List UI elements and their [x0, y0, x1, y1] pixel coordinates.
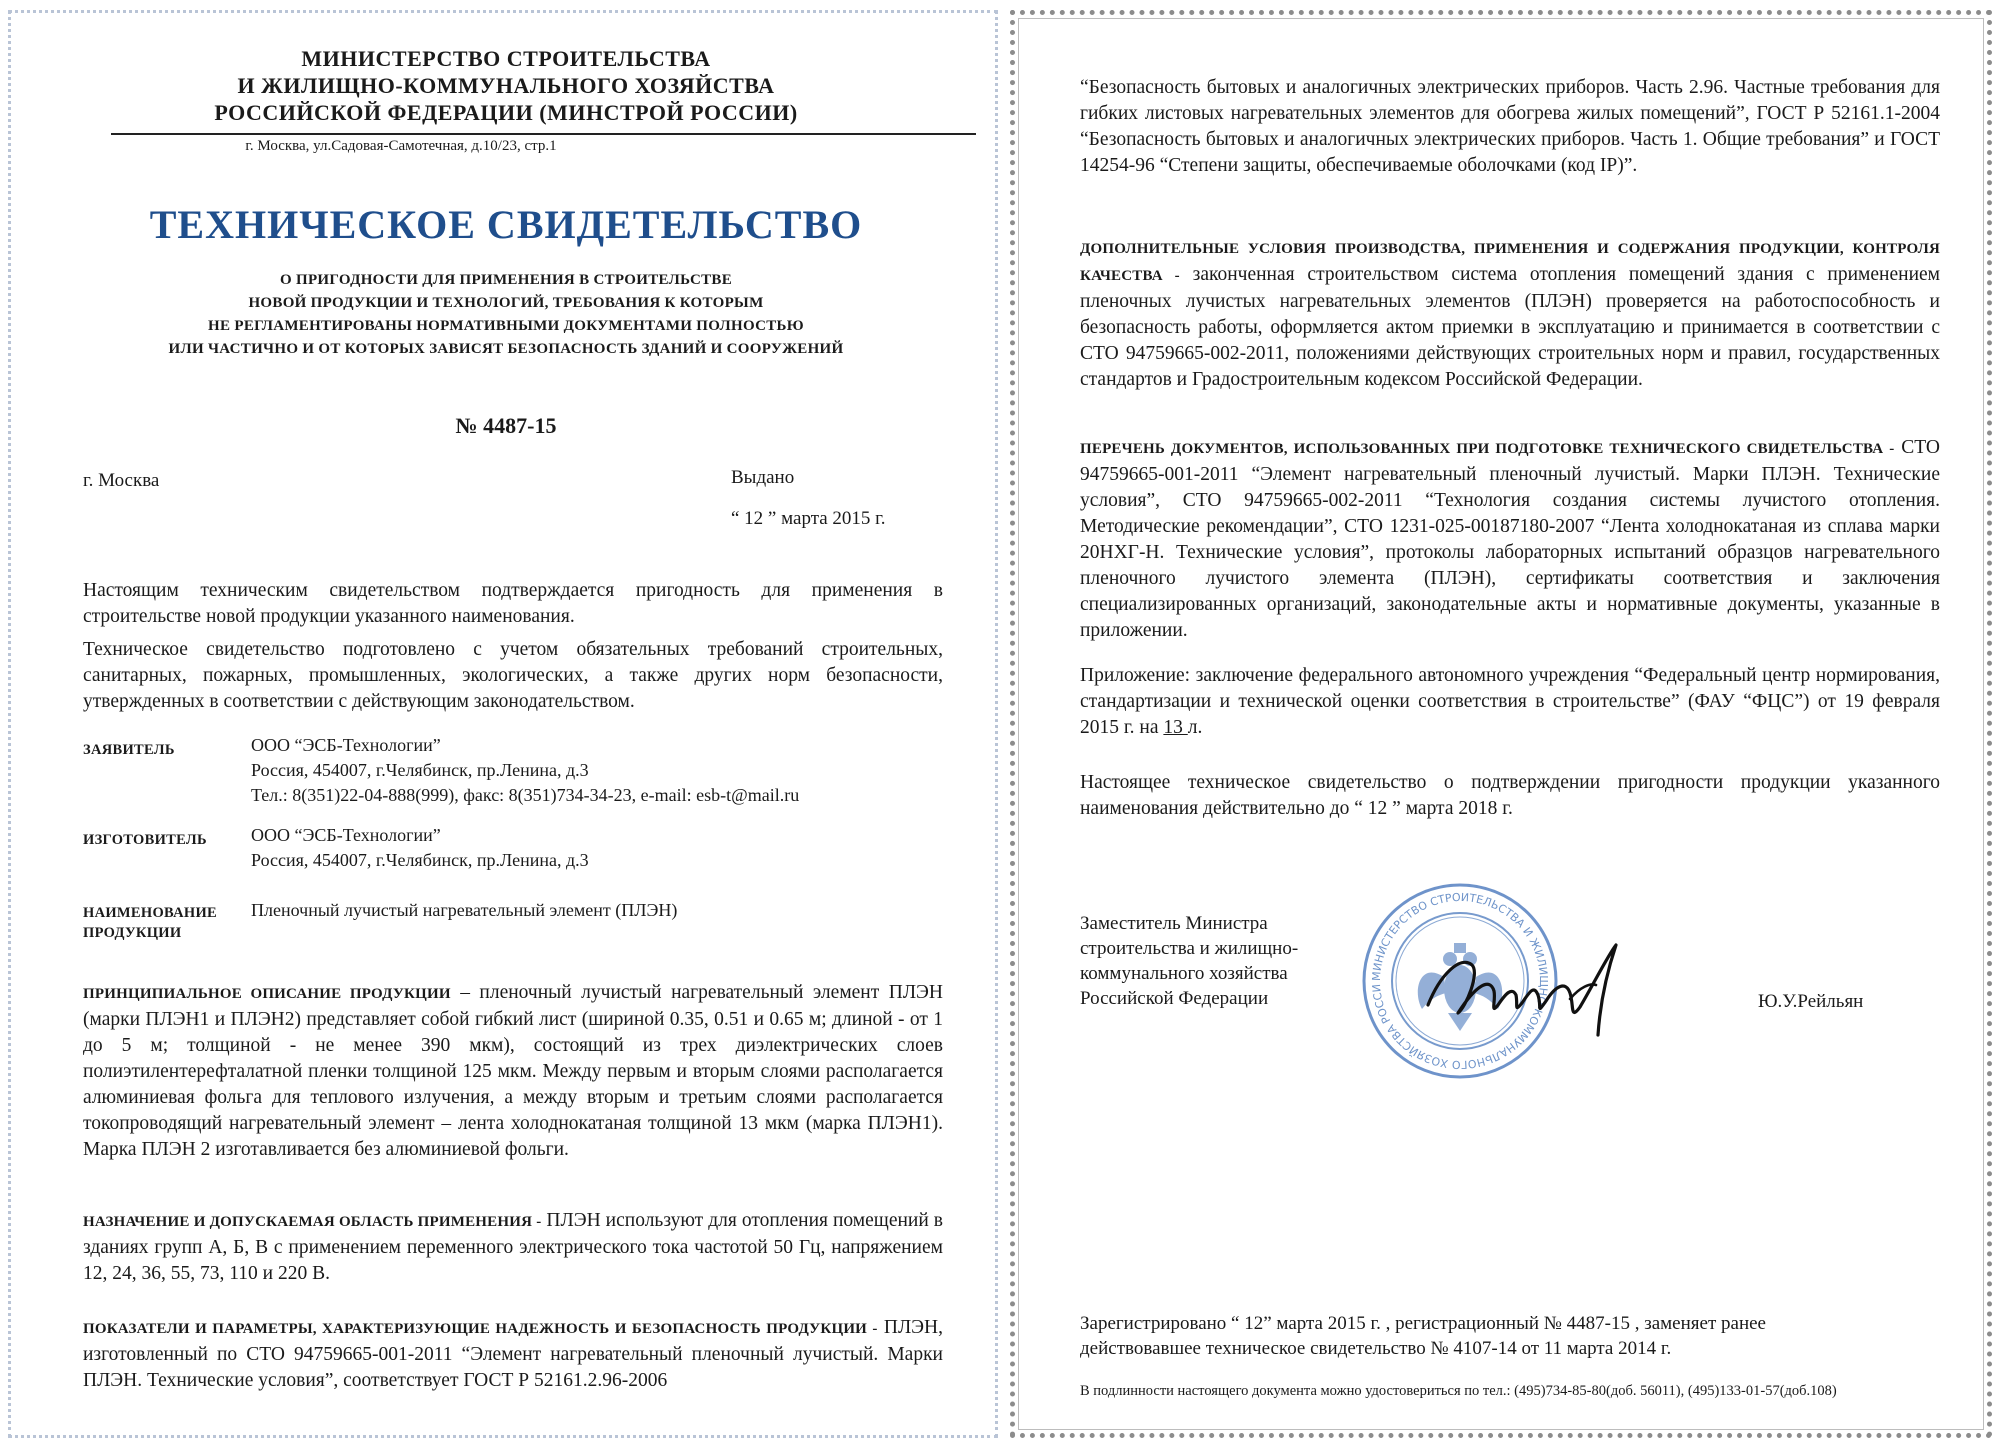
- applicant-contacts: Тел.: 8(351)22-04-888(999), факс: 8(351)734-34-23, e-mail: esb-t@mail.ru: [251, 785, 800, 805]
- description-text: – пленочный лучистый нагревательный элемент ПЛЭН (марки ПЛЭН1 и ПЛЭН2) представляет собой гибкий лист (шириной 0.35, 0.51 и 0.65 м; длиной - от 1 до 5 м; толщиной - не менее 390 мкм), состоящий из трех диэлектрических слоев полиэтилентерефталатной пленки толщиной 125 мкм. Между первым и вторым слоями располагается алюминиевая фольга для теплового излучения, а между вторым и третьим слоями располагается токопроводящий нагревательный элемент – лента холоднокатаная толщиной 13 мкм (марка ПЛЭН1). Марка ПЛЭН 2 изготавливается без алюминиевой фольги.: [83, 982, 943, 1160]
- document-subtitle: [11, 269, 1001, 361]
- issue-city: г. Москва: [83, 470, 160, 491]
- appendix-tail: л.: [1187, 717, 1203, 738]
- product-name: Пленочный лучистый нагревательный элемент (ПЛЭН): [251, 900, 678, 920]
- purpose-section: [83, 1208, 943, 1287]
- documents-text: СТО 94759665-001-2011 “Элемент нагревательный пленочный лучистый. Марки ПЛЭН. Технические условия”, СТО 94759665-002-2011 “Технология создания системы лучистого отопления. Методические рекомендации”, СТО 1231-025-00187180-2007 “Лента холоднокатаная из сплава марки 20НХГ-Н. Технические условия”, протоколы лабораторных испытаний образцов нагревательного пленочного лучистого элемента (ПЛЭН), сертификаты соответствия и заключения специализированных организаций, законодательные акты и нормативные документы, указанные в приложении.: [1080, 437, 1940, 641]
- manufacturer-name: ООО “ЭСБ-Технологии”: [251, 825, 441, 845]
- manufacturer-address: Россия, 454007, г.Челябинск, пр.Ленина, д.3: [251, 850, 589, 870]
- standards-continuation: “Безопасность бытовых и аналогичных электрических приборов. Часть 2.96. Частные требования для гибких листовых нагревательных элементов для обогрева жилых помещений”, ГОСТ Р 52161.1-2004 “Безопасность бытовых и аналогичных электрических приборов. Часть 1. Общие требования” и ГОСТ 14254-96 “Степени защиты, обеспечиваемые оболочками (код IP)”.: [1080, 77, 1940, 176]
- parameters-section: [83, 1315, 943, 1394]
- certificate-page-1: [8, 10, 998, 1438]
- appendix-text: Приложение: заключение федерального автономного учреждения “Федеральный центр нормирования, стандартизации и технической оценки соответствия в строительстве” (ФАУ “ФЦС”) от 19 февраля 2015 г. на: [1080, 665, 1940, 738]
- signer-title-line-1: Заместитель Министра: [1080, 913, 1268, 934]
- product-label-line-2: ПРОДУКЦИИ: [83, 925, 182, 941]
- parameters-heading: ПОКАЗАТЕЛИ И ПАРАМЕТРЫ, ХАРАКТЕРИЗУЮЩИЕ НАДЕЖНОСТЬ И БЕЗОПАСНОСТЬ ПРОДУКЦИИ -: [83, 1321, 878, 1337]
- subtitle-line-2: НОВОЙ ПРОДУКЦИИ И ТЕХНОЛОГИЙ, ТРЕБОВАНИЯ К КОТОРЫМ: [248, 295, 764, 311]
- ministry-line-2: И ЖИЛИЩНО-КОММУНАЛЬНОГО ХОЗЯЙСТВА: [237, 73, 775, 98]
- header-rule: [111, 133, 976, 135]
- verification-note: В подлинности настоящего документа можно удостовериться по тел.: (495)734-85-80(доб. 56011), (495)133-01-57(доб.108): [1080, 1383, 1837, 1399]
- extra-conditions-text: законченная строительством система отопления помещений здания с применением пленочных лучистых нагревательных элементов (ПЛЭН) проверяется на работоспособность и безопасность работы, оформляется актом приемки в эксплуатацию и принимается в соответствии с СТО 94759665-002-2011, положениями действующих строительных норм и правил, государственных стандартов и Градостроительным кодексом Российской Федерации.: [1080, 264, 1941, 390]
- purpose-text: ПЛЭН используют для отопления помещений в зданиях групп А, Б, В с применением переменного электрического тока частотой 50 Гц, напряжением 12, 24, 36, 55, 73, 110 и 220 В.: [83, 1210, 943, 1284]
- issued-date: “ 12 ” марта 2015 г.: [731, 508, 886, 529]
- certificate-number: № 4487-15: [455, 413, 557, 438]
- extra-conditions-heading: ДОПОЛНИТЕЛЬНЫЕ УСЛОВИЯ ПРОИЗВОДСТВА, ПРИМЕНЕНИЯ И СОДЕРЖАНИЯ ПРОДУКЦИИ, КОНТРОЛЯ КАЧЕСТВА -: [1080, 241, 1940, 284]
- subtitle-line-1: О ПРИГОДНОСТИ ДЛЯ ПРИМЕНЕНИЯ В СТРОИТЕЛЬСТВЕ: [279, 272, 732, 288]
- seal-ring-text: МИНИСТЕРСТВО СТРОИТЕЛЬСТВА И ЖИЛИЩНО-КОММУНАЛЬНОГО ХОЗЯЙСТВА РОССИЙСКОЙ ФЕДЕРАЦИИ (МИНСТРОЙ РОССИИ) ОГРН 1147746: [1355, 871, 1551, 1072]
- intro-paragraph: Настоящим техническим свидетельством подтверждается пригодность для применения в строительстве новой продукции указанного наименования.: [83, 580, 943, 627]
- signer-title-line-3: коммунального хозяйства: [1080, 963, 1288, 984]
- registration-line-1: Зарегистрировано “ 12” марта 2015 г. , регистрационный № 4487-15 , заменяет ранее: [1080, 1313, 1766, 1334]
- extra-conditions-section: [1080, 235, 1940, 393]
- product-label: [83, 903, 217, 943]
- documents-heading: ПЕРЕЧЕНЬ ДОКУМЕНТОВ, ИСПОЛЬЗОВАННЫХ ПРИ ПОДГОТОВКЕ ТЕХНИЧЕСКОГО СВИДЕТЕЛЬСТВА -: [1080, 441, 1895, 457]
- product-label-line-1: НАИМЕНОВАНИЕ: [83, 905, 218, 921]
- manufacturer-label: ИЗГОТОВИТЕЛЬ: [83, 832, 207, 848]
- signer-title-line-4: Российской Федерации: [1080, 988, 1269, 1009]
- description-section: [83, 980, 943, 1163]
- issued-label: Выдано: [731, 467, 795, 488]
- subtitle-line-4: ИЛИ ЧАСТИЧНО И ОТ КОТОРЫХ ЗАВИСЯТ БЕЗОПАСНОСТЬ ЗДАНИЙ И СООРУЖЕНИЙ: [168, 341, 844, 357]
- purpose-heading: НАЗНАЧЕНИЕ И ДОПУСКАЕМАЯ ОБЛАСТЬ ПРИМЕНЕНИЯ -: [83, 1214, 542, 1230]
- applicant-address: Россия, 454007, г.Челябинск, пр.Ленина, д.3: [251, 760, 589, 780]
- ministry-header: [11, 45, 1001, 126]
- appendix-section: [1080, 663, 1940, 741]
- signer-name: Ю.У.Рейльян: [1758, 991, 1864, 1012]
- applicant-details: [251, 733, 799, 808]
- signature: [1420, 935, 1650, 1045]
- applicant-label: ЗАЯВИТЕЛЬ: [83, 742, 175, 758]
- applicant-name: ООО “ЭСБ-Технологии”: [251, 735, 441, 755]
- ministry-address: г. Москва, ул.Садовая-Самотечная, д.10/23, стр.1: [245, 138, 557, 154]
- description-heading: ПРИНЦИПИАЛЬНОЕ ОПИСАНИЕ ПРОДУКЦИИ: [83, 986, 451, 1002]
- appendix-pages: 13: [1163, 717, 1188, 738]
- signer-title: [1080, 911, 1298, 1011]
- documents-section: [1080, 435, 1940, 644]
- registration-line-2: действовавшее техническое свидетельство № 4107-14 от 11 марта 2014 г.: [1080, 1338, 1672, 1359]
- basis-paragraph: Техническое свидетельство подготовлено с учетом обязательных требований строительных, санитарных, пожарных, промышленных, экологических, а также других норм безопасности, утвержденных в соответствии с действующим законодательством.: [83, 639, 943, 712]
- parameters-text: ПЛЭН, изготовленный по СТО 94759665-001-2011 “Элемент нагревательный пленочный лучистый. Марки ПЛЭН. Технические условия”, соответствует ГОСТ Р 52161.2.96-2006: [83, 1317, 943, 1391]
- manufacturer-details: [251, 823, 589, 873]
- ministry-line-3: РОССИЙСКОЙ ФЕДЕРАЦИИ (МИНСТРОЙ РОССИИ): [214, 100, 798, 125]
- signer-title-line-2: строительства и жилищно-: [1080, 938, 1299, 959]
- validity-statement: Настоящее техническое свидетельство о подтверждении пригодности продукции указанного наименования действительно до “ 12 ” марта 2018 г.: [1080, 772, 1940, 819]
- document-title: ТЕХНИЧЕСКОЕ СВИДЕТЕЛЬСТВО: [149, 202, 863, 247]
- certificate-page-2: [1010, 10, 1992, 1438]
- subtitle-line-3: НЕ РЕГЛАМЕНТИРОВАНЫ НОРМАТИВНЫМИ ДОКУМЕНТАМИ ПОЛНОСТЬЮ: [208, 318, 804, 334]
- ministry-line-1: МИНИСТЕРСТВО СТРОИТЕЛЬСТВА: [301, 46, 711, 71]
